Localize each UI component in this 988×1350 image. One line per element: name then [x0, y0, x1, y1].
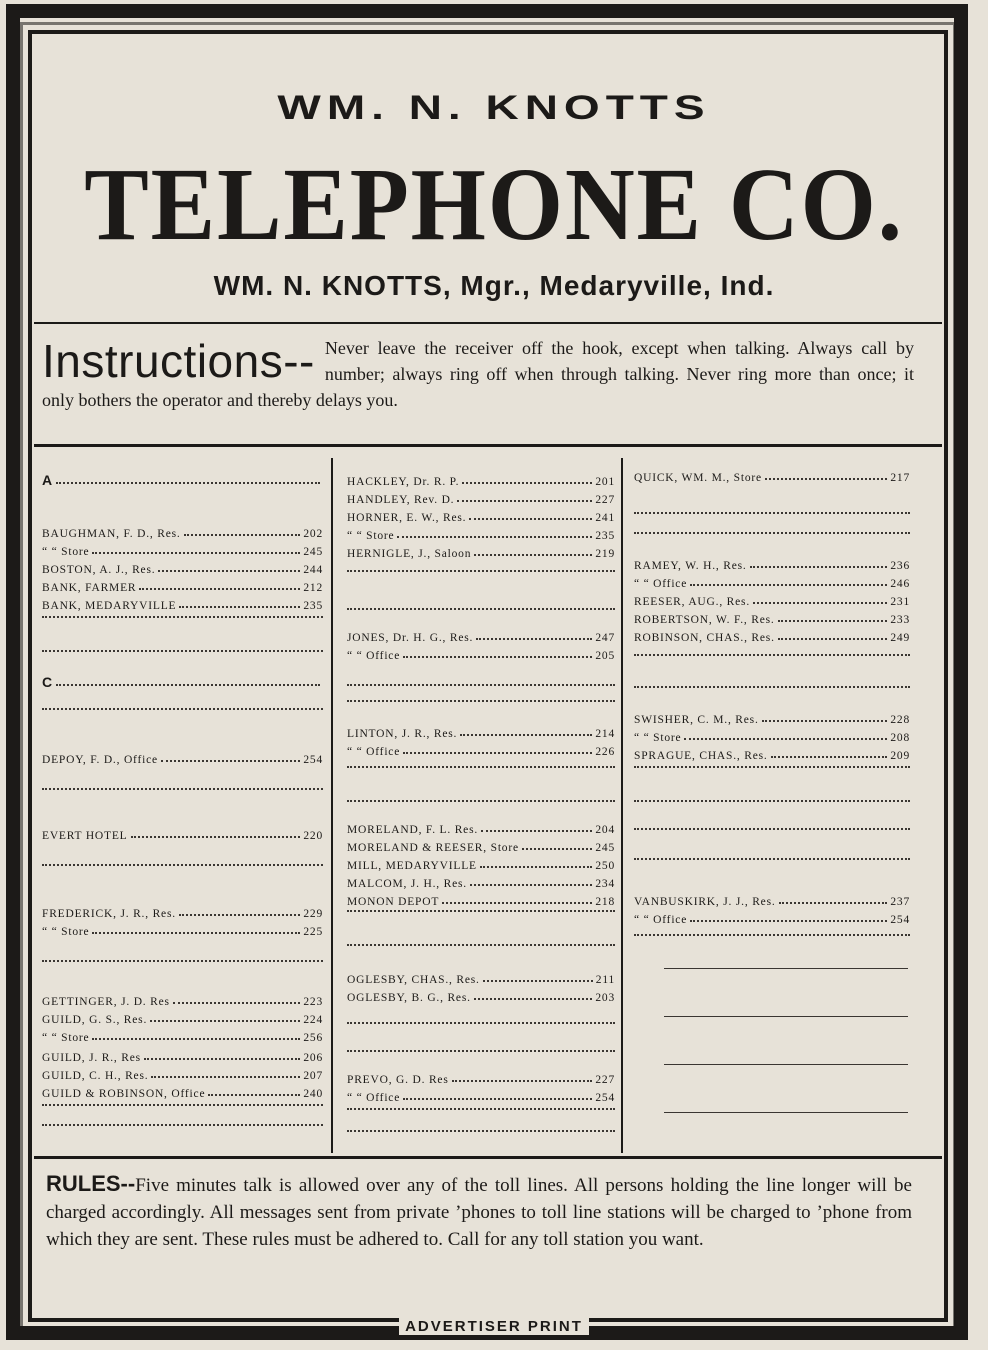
blank-entry-line	[42, 648, 323, 652]
leader-dots	[778, 637, 888, 640]
blank-entry-line	[347, 1128, 615, 1132]
directory-entry	[634, 708, 910, 726]
directory-entry	[634, 572, 910, 590]
leader-dots	[750, 565, 888, 568]
phone-number: 254	[890, 914, 910, 926]
directory-entry	[634, 726, 910, 744]
rules-divider	[34, 1156, 942, 1159]
phone-number: 212	[303, 582, 323, 594]
directory-column-2	[339, 458, 621, 1158]
directory-entry	[42, 1008, 323, 1026]
header-divider	[34, 322, 942, 324]
subscriber-name: JONES, Dr. H. G., Res.	[347, 632, 474, 644]
blank-entry-rule	[664, 1112, 908, 1113]
blank-entry-line	[347, 1020, 615, 1024]
phone-number: 241	[595, 512, 615, 524]
subscriber-name: LINTON, J. R., Res.	[347, 728, 458, 740]
directory-entry	[42, 470, 323, 488]
subscriber-name: GUILD, G. S., Res.	[42, 1014, 148, 1026]
leader-dots	[131, 835, 301, 838]
subscriber-name: MORELAND & REESER, Store	[347, 842, 519, 854]
subscriber-name: GUILD, J. R., Res	[42, 1052, 141, 1064]
directory-entry	[42, 1026, 323, 1044]
subscriber-name: SWISHER, C. M., Res.	[634, 714, 759, 726]
subscriber-name: GUILD & ROBINSON, Office	[42, 1088, 206, 1100]
directory-entry	[42, 594, 323, 612]
phone-number: 226	[595, 746, 615, 758]
phone-number: 205	[595, 650, 615, 662]
blank-entry-line	[347, 682, 615, 686]
subscriber-name: A	[42, 472, 53, 488]
directory-entry	[634, 744, 910, 762]
leader-dots	[457, 499, 592, 502]
leader-dots	[179, 913, 300, 916]
directory-entry	[347, 854, 615, 872]
directory-entry	[42, 990, 323, 1008]
blank-entry-line	[347, 908, 615, 912]
directory-entry	[347, 836, 615, 854]
subscriber-name: “ “ Office	[634, 914, 688, 926]
subscriber-name: HACKLEY, Dr. R. P.	[347, 476, 460, 488]
directory-entry	[347, 740, 615, 758]
subscriber-name: BANK, MEDARYVILLE	[42, 600, 177, 612]
blank-entry-line	[634, 684, 910, 688]
subscriber-name: VANBUSKIRK, J. J., Res.	[634, 896, 776, 908]
leader-dots	[151, 1075, 300, 1078]
phone-number: 245	[303, 546, 323, 558]
blank-entry-rule	[664, 1016, 908, 1017]
leader-dots	[762, 719, 888, 722]
blank-entry-line	[634, 932, 910, 936]
directory-entry	[42, 558, 323, 576]
rules-block	[46, 1170, 912, 1253]
directory-entry	[42, 748, 323, 766]
subscriber-name: REESER, AUG., Res.	[634, 596, 750, 608]
subscriber-name: GUILD, C. H., Res.	[42, 1070, 149, 1082]
leader-dots	[483, 979, 593, 982]
phone-number: 234	[595, 878, 615, 890]
directory-entry	[42, 1046, 323, 1064]
phone-number: 201	[595, 476, 615, 488]
directory-entry	[42, 920, 323, 938]
subscriber-name: MONON DEPOT	[347, 896, 440, 908]
subscriber-name: HORNER, E. W., Res.	[347, 512, 467, 524]
company-name: WM. N. KNOTTS	[277, 87, 711, 127]
blank-entry-line	[42, 786, 323, 790]
directory-entry	[634, 466, 910, 484]
phone-number: 204	[595, 824, 615, 836]
subscriber-name: OGLESBY, CHAS., Res.	[347, 974, 480, 986]
directory-entry	[42, 576, 323, 594]
leader-dots	[779, 901, 888, 904]
leader-dots	[469, 517, 592, 520]
leader-dots	[397, 535, 592, 538]
subscriber-name: PREVO, G. D. Res	[347, 1074, 449, 1086]
leader-dots	[474, 553, 592, 556]
directory-entry	[347, 506, 615, 524]
instructions-divider	[34, 444, 942, 447]
blank-entry-line	[347, 1048, 615, 1052]
leader-dots	[92, 931, 300, 934]
leader-dots	[452, 1079, 593, 1082]
blank-entry-line	[634, 856, 910, 860]
leader-dots	[150, 1019, 300, 1022]
subscriber-name: “ “ Store	[634, 732, 682, 744]
leader-dots	[753, 601, 887, 604]
subscriber-name: BANK, FARMER	[42, 582, 137, 594]
instructions-heading: Instructions--	[42, 335, 315, 387]
leader-dots	[474, 997, 593, 1000]
subscriber-name: “ “ Store	[42, 1032, 90, 1044]
subscriber-name: RAMEY, W. H., Res.	[634, 560, 747, 572]
leader-dots	[690, 583, 887, 586]
directory-entry	[347, 644, 615, 662]
directory-entry	[347, 1068, 615, 1086]
subscriber-name: GETTINGER, J. D. Res	[42, 996, 170, 1008]
printer-credit-text: ADVERTISER PRINT	[399, 1318, 589, 1335]
leader-dots	[56, 683, 320, 686]
directory-entry	[42, 522, 323, 540]
directory-entry	[634, 590, 910, 608]
directory-entry	[347, 986, 615, 1004]
blank-entry-line	[634, 764, 910, 768]
phone-number: 208	[890, 732, 910, 744]
blank-entry-line	[42, 706, 323, 710]
phone-number: 203	[595, 992, 615, 1004]
subscriber-name: EVERT HOTEL	[42, 830, 128, 842]
blank-entry-line	[42, 614, 323, 618]
directory	[34, 458, 926, 1158]
blank-entry-line	[42, 1102, 323, 1106]
subscriber-name: “ “ Store	[347, 530, 395, 542]
phone-number: 254	[303, 754, 323, 766]
leader-dots	[765, 477, 887, 480]
leader-dots	[403, 1097, 592, 1100]
leader-dots	[184, 533, 301, 536]
leader-dots	[684, 737, 887, 740]
blank-entry-rule	[664, 968, 908, 969]
leader-dots	[179, 605, 300, 608]
directory-entry	[347, 542, 615, 560]
blank-entry-line	[347, 764, 615, 768]
leader-dots	[480, 865, 592, 868]
subscriber-name: ROBERTSON, W. F., Res.	[634, 614, 775, 626]
phone-number: 223	[303, 996, 323, 1008]
leader-dots	[161, 759, 300, 762]
leader-dots	[690, 919, 887, 922]
blank-entry-line	[634, 510, 910, 514]
manager-line: WM. N. KNOTTS, Mgr., Medaryville, Ind.	[213, 270, 775, 301]
phone-number: 237	[890, 896, 910, 908]
leader-dots	[442, 901, 592, 904]
phone-number: 206	[303, 1052, 323, 1064]
directory-entry	[347, 890, 615, 908]
phone-number: 218	[595, 896, 615, 908]
phone-number: 235	[595, 530, 615, 542]
phone-number: 228	[890, 714, 910, 726]
directory-entry	[347, 524, 615, 542]
subscriber-name: QUICK, WM. M., Store	[634, 472, 762, 484]
directory-entry	[347, 968, 615, 986]
phone-number: 219	[595, 548, 615, 560]
phone-number: 209	[890, 750, 910, 762]
phone-number: 233	[890, 614, 910, 626]
directory-entry	[42, 672, 323, 690]
blank-entry-line	[347, 698, 615, 702]
directory-entry	[347, 470, 615, 488]
leader-dots	[208, 1093, 300, 1096]
blank-entry-line	[42, 958, 323, 962]
leader-dots	[481, 829, 592, 832]
blank-entry-line	[42, 862, 323, 866]
subscriber-name: MALCOM, J. H., Res.	[347, 878, 467, 890]
phone-number: 224	[303, 1014, 323, 1026]
phone-number: 245	[595, 842, 615, 854]
phone-number: 227	[595, 1074, 615, 1086]
blank-entry-line	[634, 652, 910, 656]
phone-number: 254	[595, 1092, 615, 1104]
leader-dots	[139, 587, 300, 590]
subscriber-name: MORELAND, F. L. Res.	[347, 824, 479, 836]
directory-entry	[634, 608, 910, 626]
subscriber-name: “ “ Office	[347, 746, 401, 758]
subscriber-name: HERNIGLE, J., Saloon	[347, 548, 472, 560]
subscriber-name: C	[42, 674, 53, 690]
directory-column-3	[626, 458, 916, 1158]
leader-dots	[56, 481, 320, 484]
blank-entry-line	[42, 1122, 323, 1126]
blank-entry-rule	[664, 1064, 908, 1065]
column-divider	[621, 458, 623, 1153]
phone-number: 211	[595, 974, 615, 986]
phone-number: 236	[890, 560, 910, 572]
subscriber-name: MILL, MEDARYVILLE	[347, 860, 477, 872]
phone-number: 231	[890, 596, 910, 608]
page-title: TELEPHONE CO.	[84, 147, 904, 262]
directory-column-1	[34, 458, 329, 1158]
phone-number: 207	[303, 1070, 323, 1082]
directory-entry	[634, 908, 910, 926]
subscriber-name: BOSTON, A. J., Res.	[42, 564, 156, 576]
leader-dots	[173, 1001, 301, 1004]
phone-number: 217	[890, 472, 910, 484]
blank-entry-line	[347, 606, 615, 610]
phone-number: 240	[303, 1088, 323, 1100]
directory-entry	[42, 824, 323, 842]
leader-dots	[470, 883, 592, 886]
subscriber-name: “ “ Office	[634, 578, 688, 590]
blank-entry-line	[347, 568, 615, 572]
blank-entry-line	[347, 1106, 615, 1110]
blank-entry-line	[634, 798, 910, 802]
instructions-block	[42, 335, 914, 413]
directory-entry	[42, 902, 323, 920]
phone-number: 229	[303, 908, 323, 920]
leader-dots	[144, 1057, 300, 1060]
phone-number: 256	[303, 1032, 323, 1044]
subscriber-name: DEPOY, F. D., Office	[42, 754, 158, 766]
subscriber-name: “ “ Store	[42, 926, 90, 938]
subscriber-name: BAUGHMAN, F. D., Res.	[42, 528, 181, 540]
phone-number: 227	[595, 494, 615, 506]
leader-dots	[92, 551, 300, 554]
leader-dots	[522, 847, 592, 850]
subscriber-name: OGLESBY, B. G., Res.	[347, 992, 471, 1004]
phone-number: 225	[303, 926, 323, 938]
directory-entry	[42, 1082, 323, 1100]
instructions-text: Never leave the receiver off the hook, except when talking. Always call by number; always ring off when through talking. Never ring more than once; it only bothers the operator and thereby delays you.	[42, 338, 914, 410]
phone-number: 246	[890, 578, 910, 590]
leader-dots	[403, 655, 592, 658]
phone-number: 249	[890, 632, 910, 644]
leader-dots	[778, 619, 888, 622]
blank-entry-line	[634, 530, 910, 534]
phone-number: 214	[595, 728, 615, 740]
subscriber-name: SPRAGUE, CHAS., Res.	[634, 750, 768, 762]
leader-dots	[158, 569, 300, 572]
subscriber-name: ROBINSON, CHAS., Res.	[634, 632, 775, 644]
leader-dots	[476, 637, 592, 640]
phone-number: 235	[303, 600, 323, 612]
phone-number: 247	[595, 632, 615, 644]
directory-entry	[347, 488, 615, 506]
leader-dots	[462, 481, 592, 484]
directory-entry	[347, 872, 615, 890]
blank-entry-line	[634, 826, 910, 830]
directory-entry	[634, 890, 910, 908]
directory-entry	[42, 540, 323, 558]
directory-entry	[347, 1086, 615, 1104]
rules-heading: RULES--	[46, 1171, 136, 1196]
subscriber-name: “ “ Store	[42, 546, 90, 558]
phone-number: 250	[595, 860, 615, 872]
directory-entry	[634, 626, 910, 644]
leader-dots	[92, 1037, 300, 1040]
printer-credit	[0, 1318, 988, 1336]
phone-number: 244	[303, 564, 323, 576]
column-divider	[331, 458, 333, 1153]
subscriber-name: “ “ Office	[347, 650, 401, 662]
subscriber-name: “ “ Office	[347, 1092, 401, 1104]
directory-entry	[634, 554, 910, 572]
directory-entry	[347, 818, 615, 836]
blank-entry-line	[347, 942, 615, 946]
directory-entry	[347, 626, 615, 644]
subscriber-name: HANDLEY, Rev. D.	[347, 494, 455, 506]
rules-text: Five minutes talk is allowed over any of the toll lines. All persons holding the line longer will be charged accordingly. All messages sent from private ’phones to toll line stations will be charged to ’phone from which they are sent. These rules must be adhered to. Call for any toll station you want.	[46, 1175, 912, 1250]
subscriber-name: FREDERICK, J. R., Res.	[42, 908, 176, 920]
leader-dots	[403, 751, 592, 754]
leader-dots	[460, 733, 592, 736]
blank-entry-line	[347, 798, 615, 802]
directory-entry	[347, 722, 615, 740]
phone-number: 202	[303, 528, 323, 540]
leader-dots	[771, 755, 888, 758]
directory-entry	[42, 1064, 323, 1082]
phone-number: 220	[303, 830, 323, 842]
